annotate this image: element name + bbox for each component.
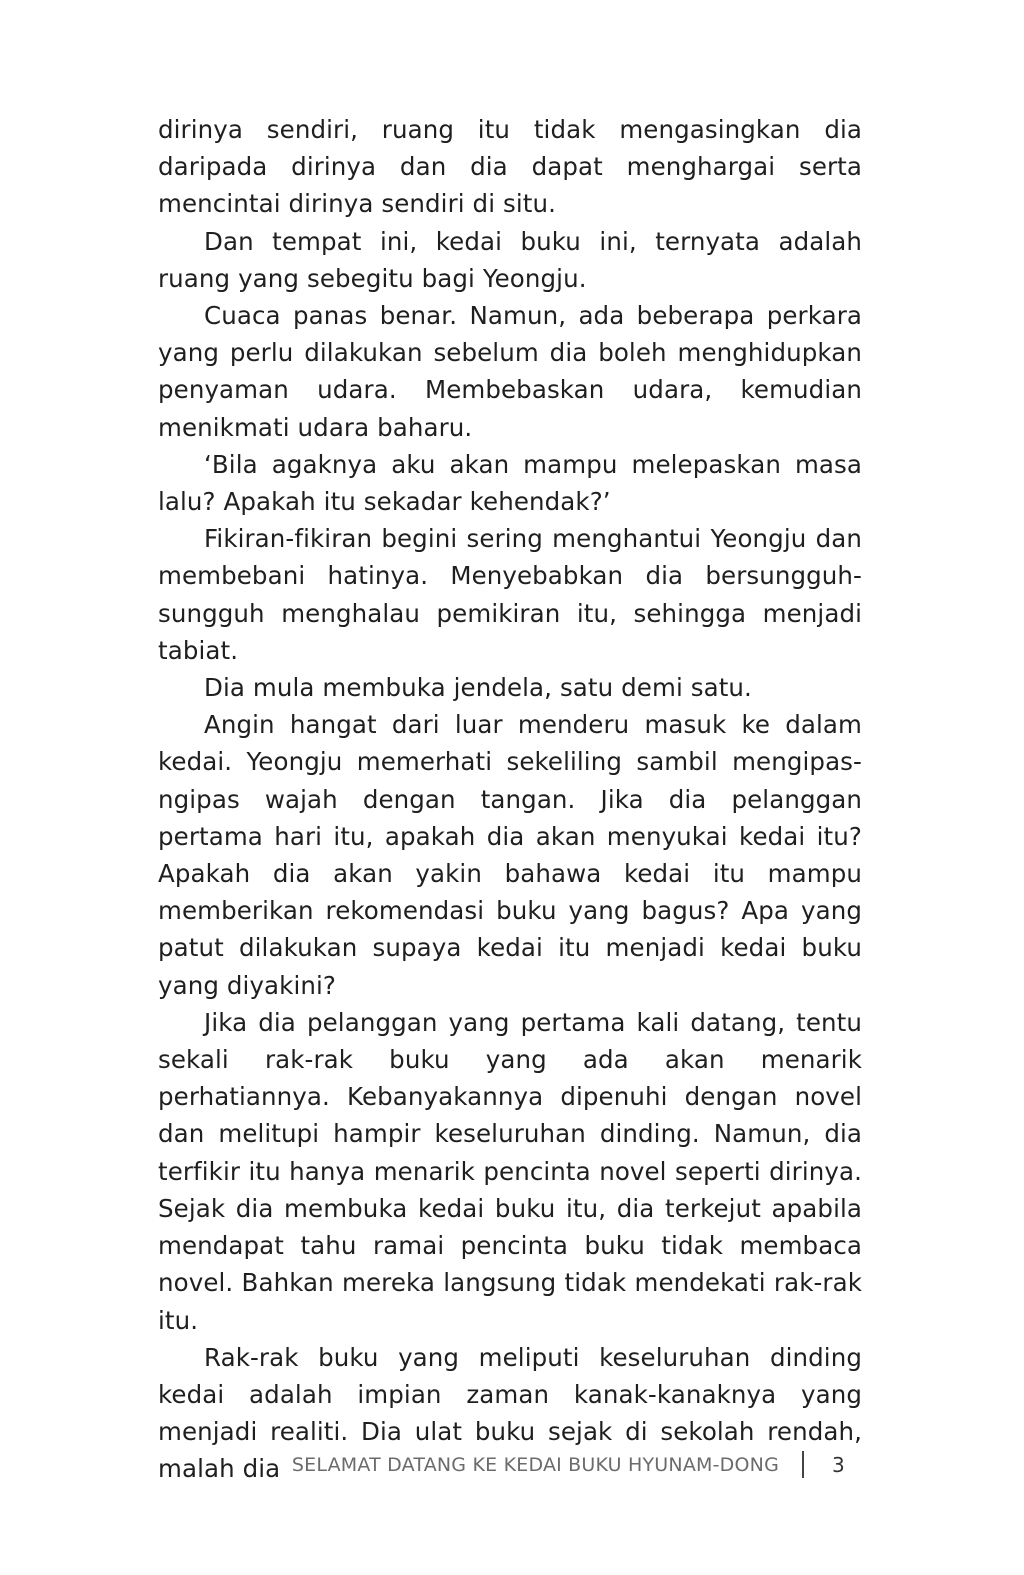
page-footer bbox=[0, 1447, 1024, 1487]
paragraph: Dan tempat ini, kedai buku ini, ternyata adalah ruang yang sebegitu bagi Yeongju. bbox=[158, 226, 862, 293]
body-text bbox=[158, 111, 862, 1488]
running-title: SELAMAT DATANG KE KEDAI BUKU HYUNAM-DONG bbox=[291, 1454, 779, 1476]
footer-divider bbox=[802, 1451, 804, 1478]
paragraph: Rak-rak buku yang meliputi keseluruhan dinding kedai adalah impian zaman kanak-kanaknya yang menjadi realiti. Dia ulat buku sejak di sekolah rendah, malah dia bbox=[158, 1342, 862, 1484]
paragraph: Jika dia pelanggan yang pertama kali datang, tentu sekali rak-rak buku yang ada akan menarik perhatiannya. Kebanyakannya dipenuhi dengan novel dan melitupi hampir keseluruhan dinding. Namun, dia terfikir itu hanya menarik pencinta novel seperti dirinya. Sejak dia membuka kedai buku itu, dia terkejut apabila mendapat tahu ramai pencinta buku tidak membaca novel. Bahkan mereka langsung tidak mendekati rak-rak itu. bbox=[158, 1007, 862, 1335]
paragraph: Fikiran-fikiran begini sering menghantui Yeongju dan membebani hatinya. Menyebabkan dia bersungguh-sungguh menghalau pemikiran itu, sehingga menjadi tabiat. bbox=[158, 524, 862, 665]
paragraph: Angin hangat dari luar menderu masuk ke dalam kedai. Yeongju memerhati sekeliling sambil mengipas-ngipas wajah dengan tangan. Jika dia pelanggan pertama hari itu, apakah dia akan menyukai kedai itu? Apakah dia akan yakin bahawa kedai itu mampu memberikan rekomendasi buku yang bagus? Apa yang patut dilakukan supaya kedai itu menjadi kedai buku yang diyakini? bbox=[158, 710, 862, 1000]
page-number: 3 bbox=[832, 1453, 845, 1477]
paragraph: dirinya sendiri, ruang itu tidak mengasingkan dia daripada dirinya dan dia dapat menghargai serta mencintai dirinya sendiri di situ. bbox=[158, 115, 862, 219]
paragraph: Cuaca panas benar. Namun, ada beberapa perkara yang perlu dilakukan sebelum dia boleh menghidupkan penyaman udara. Membebaskan udara, kemudian menikmati udara baharu. bbox=[158, 301, 862, 442]
paragraph: Dia mula membuka jendela, satu demi satu. bbox=[204, 673, 752, 703]
paragraph: ‘Bila agaknya aku akan mampu melepaskan masa lalu? Apakah itu sekadar kehendak?’ bbox=[158, 449, 862, 517]
